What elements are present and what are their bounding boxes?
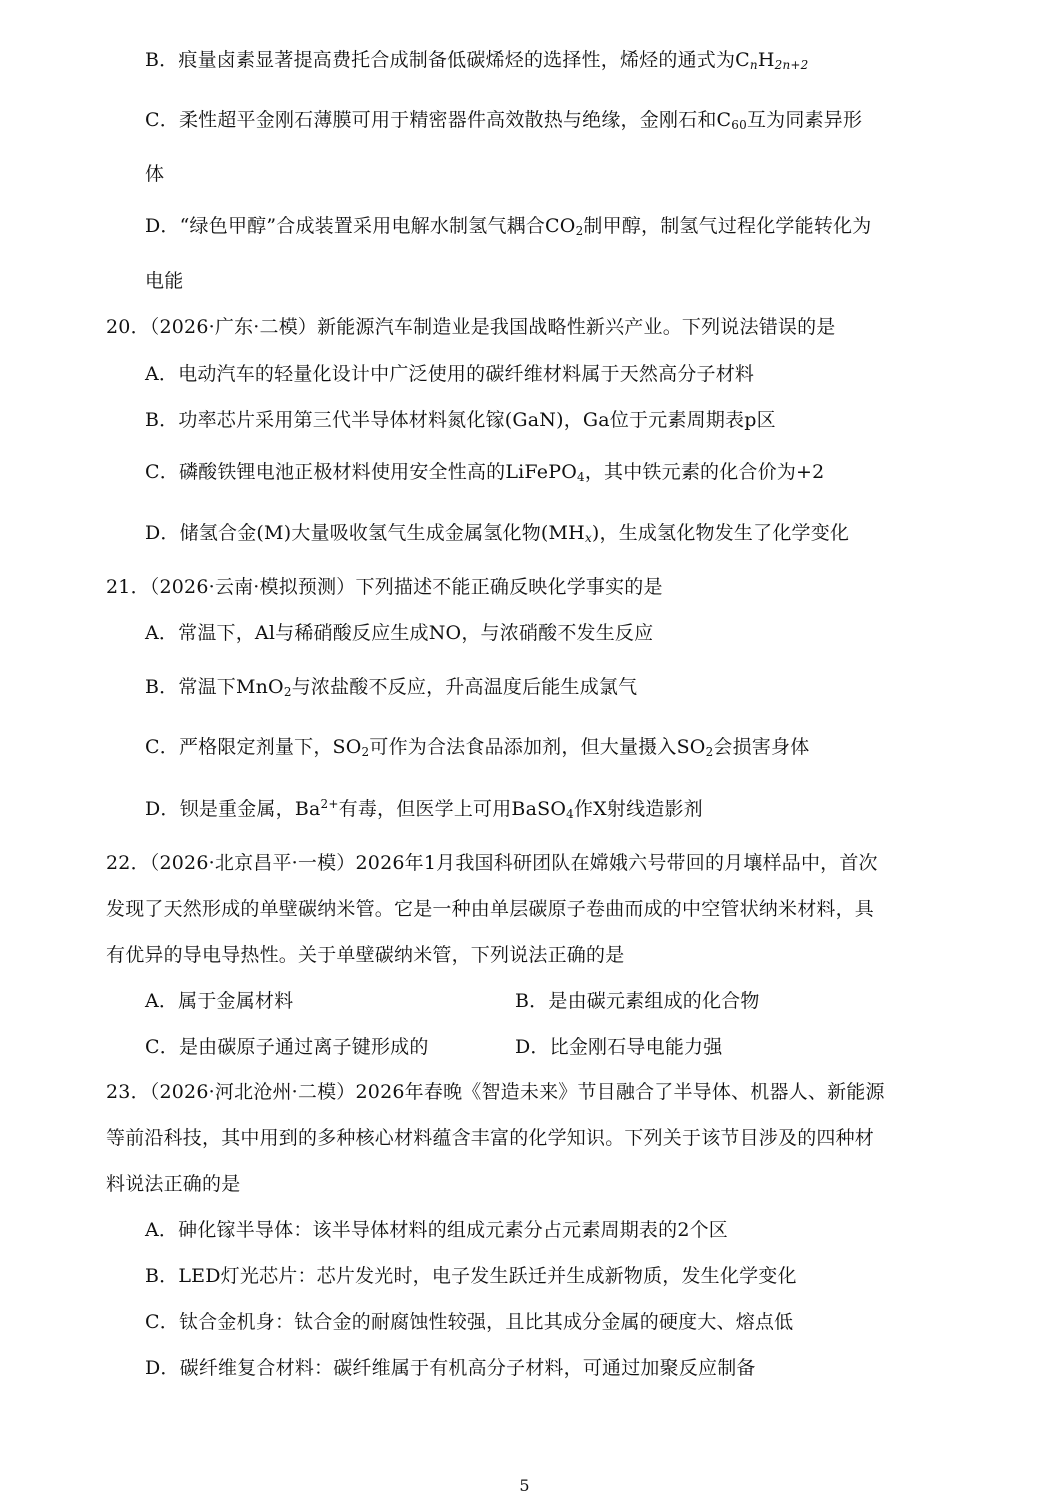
option-23a: A．砷化镓半导体：该半导体材料的组成元素分占元素周期表的2个区 <box>145 1219 729 1241</box>
option-20d: D．储氢合金(M)大量吸收氢气生成金属氢化物$(MH_x)$，生成氢化物发生了化学变化 <box>145 522 850 545</box>
option-22a: A．属于金属材料 <box>145 990 294 1012</box>
option-19d: D．“绿色甲醇”合成装置采用电解水制氢气耦合$CO_2$制甲醇，制氢气过程化学能转化为 <box>145 215 872 238</box>
option-21d: D．钡是重金属，$Ba^{2+}$有毒，但医学上可用BaSO$_4$作X射线造影剂 <box>145 797 703 821</box>
option-23b: B．LED灯光芯片：芯片发光时，电子发生跃迁并生成新物质，发生化学变化 <box>145 1265 797 1287</box>
option-20b: B．功率芯片采用第三代半导体材料氮化镓(GaN)，Ga位于元素周期表p区 <box>145 409 776 431</box>
option-22d: D．比金刚石导电能力强 <box>515 1036 723 1058</box>
option-22c: C．是由碳原子通过离子键形成的 <box>145 1036 429 1058</box>
question-22-stem-line2: 发现了天然形成的单壁碳纳米管。它是一种由单层碳原子卷曲而成的中空管状纳米材料，具 <box>106 898 875 920</box>
question-23-stem-line2: 等前沿科技，其中用到的多种核心材料蕴含丰富的化学知识。下列关于该节目涉及的四种材 <box>106 1127 875 1149</box>
page-number: 5 <box>519 1476 530 1495</box>
option-23c: C．钛合金机身：钛合金的耐腐蚀性较强，且比其成分金属的硬度大、熔点低 <box>145 1311 794 1333</box>
option-19c-continued: 体 <box>145 163 165 185</box>
option-23d: D．碳纤维复合材料：碳纤维属于有机高分子材料，可通过加聚反应制备 <box>145 1357 756 1379</box>
option-19b: B．痕量卤素显著提高费托合成制备低碳烯烃的选择性，烯烃的通式为$C_nH_{2n+2}$ <box>145 49 809 72</box>
option-20c: C．磷酸铁锂电池正极材料使用安全性高的LiFePO$_4$，其中铁元素的化合价为+2 <box>145 461 825 484</box>
question-23-stem-line3: 料说法正确的是 <box>106 1173 241 1195</box>
option-22b: B．是由碳元素组成的化合物 <box>515 990 760 1012</box>
option-21b: B．常温下MnO$_2$与浓盐酸不反应，升高温度后能生成氯气 <box>145 676 638 699</box>
option-21a: A．常温下，Al与稀硝酸反应生成NO，与浓硝酸不发生反应 <box>145 622 654 644</box>
question-23-stem-line1: 23．（2026·河北沧州·二模）2026年春晚《智造未来》节目融合了半导体、机器人、新能源 <box>106 1081 885 1103</box>
question-22-stem-line3: 有优异的导电导热性。关于单壁碳纳米管，下列说法正确的是 <box>106 944 625 966</box>
option-19d-continued: 电能 <box>145 270 184 292</box>
question-20-stem: 20．（2026·广东·二模）新能源汽车制造业是我国战略性新兴产业。下列说法错误的是 <box>106 316 836 338</box>
option-19c: C．柔性超平金刚石薄膜可用于精密器件高效散热与绝缘，金刚石和$C_{60}$互为同素异形 <box>145 109 863 132</box>
option-21c: C．严格限定剂量下，$SO_2$可作为合法食品添加剂，但大量摄入$SO_2$会损害身体 <box>145 736 810 759</box>
question-21-stem: 21．（2026·云南·模拟预测）下列描述不能正确反映化学事实的是 <box>106 576 663 598</box>
option-20a: A．电动汽车的轻量化设计中广泛使用的碳纤维材料属于天然高分子材料 <box>145 363 755 385</box>
question-22-stem-line1: 22．（2026·北京昌平·一模）2026年1月我国科研团队在嫦娥六号带回的月壤样品中，首次 <box>106 852 878 874</box>
